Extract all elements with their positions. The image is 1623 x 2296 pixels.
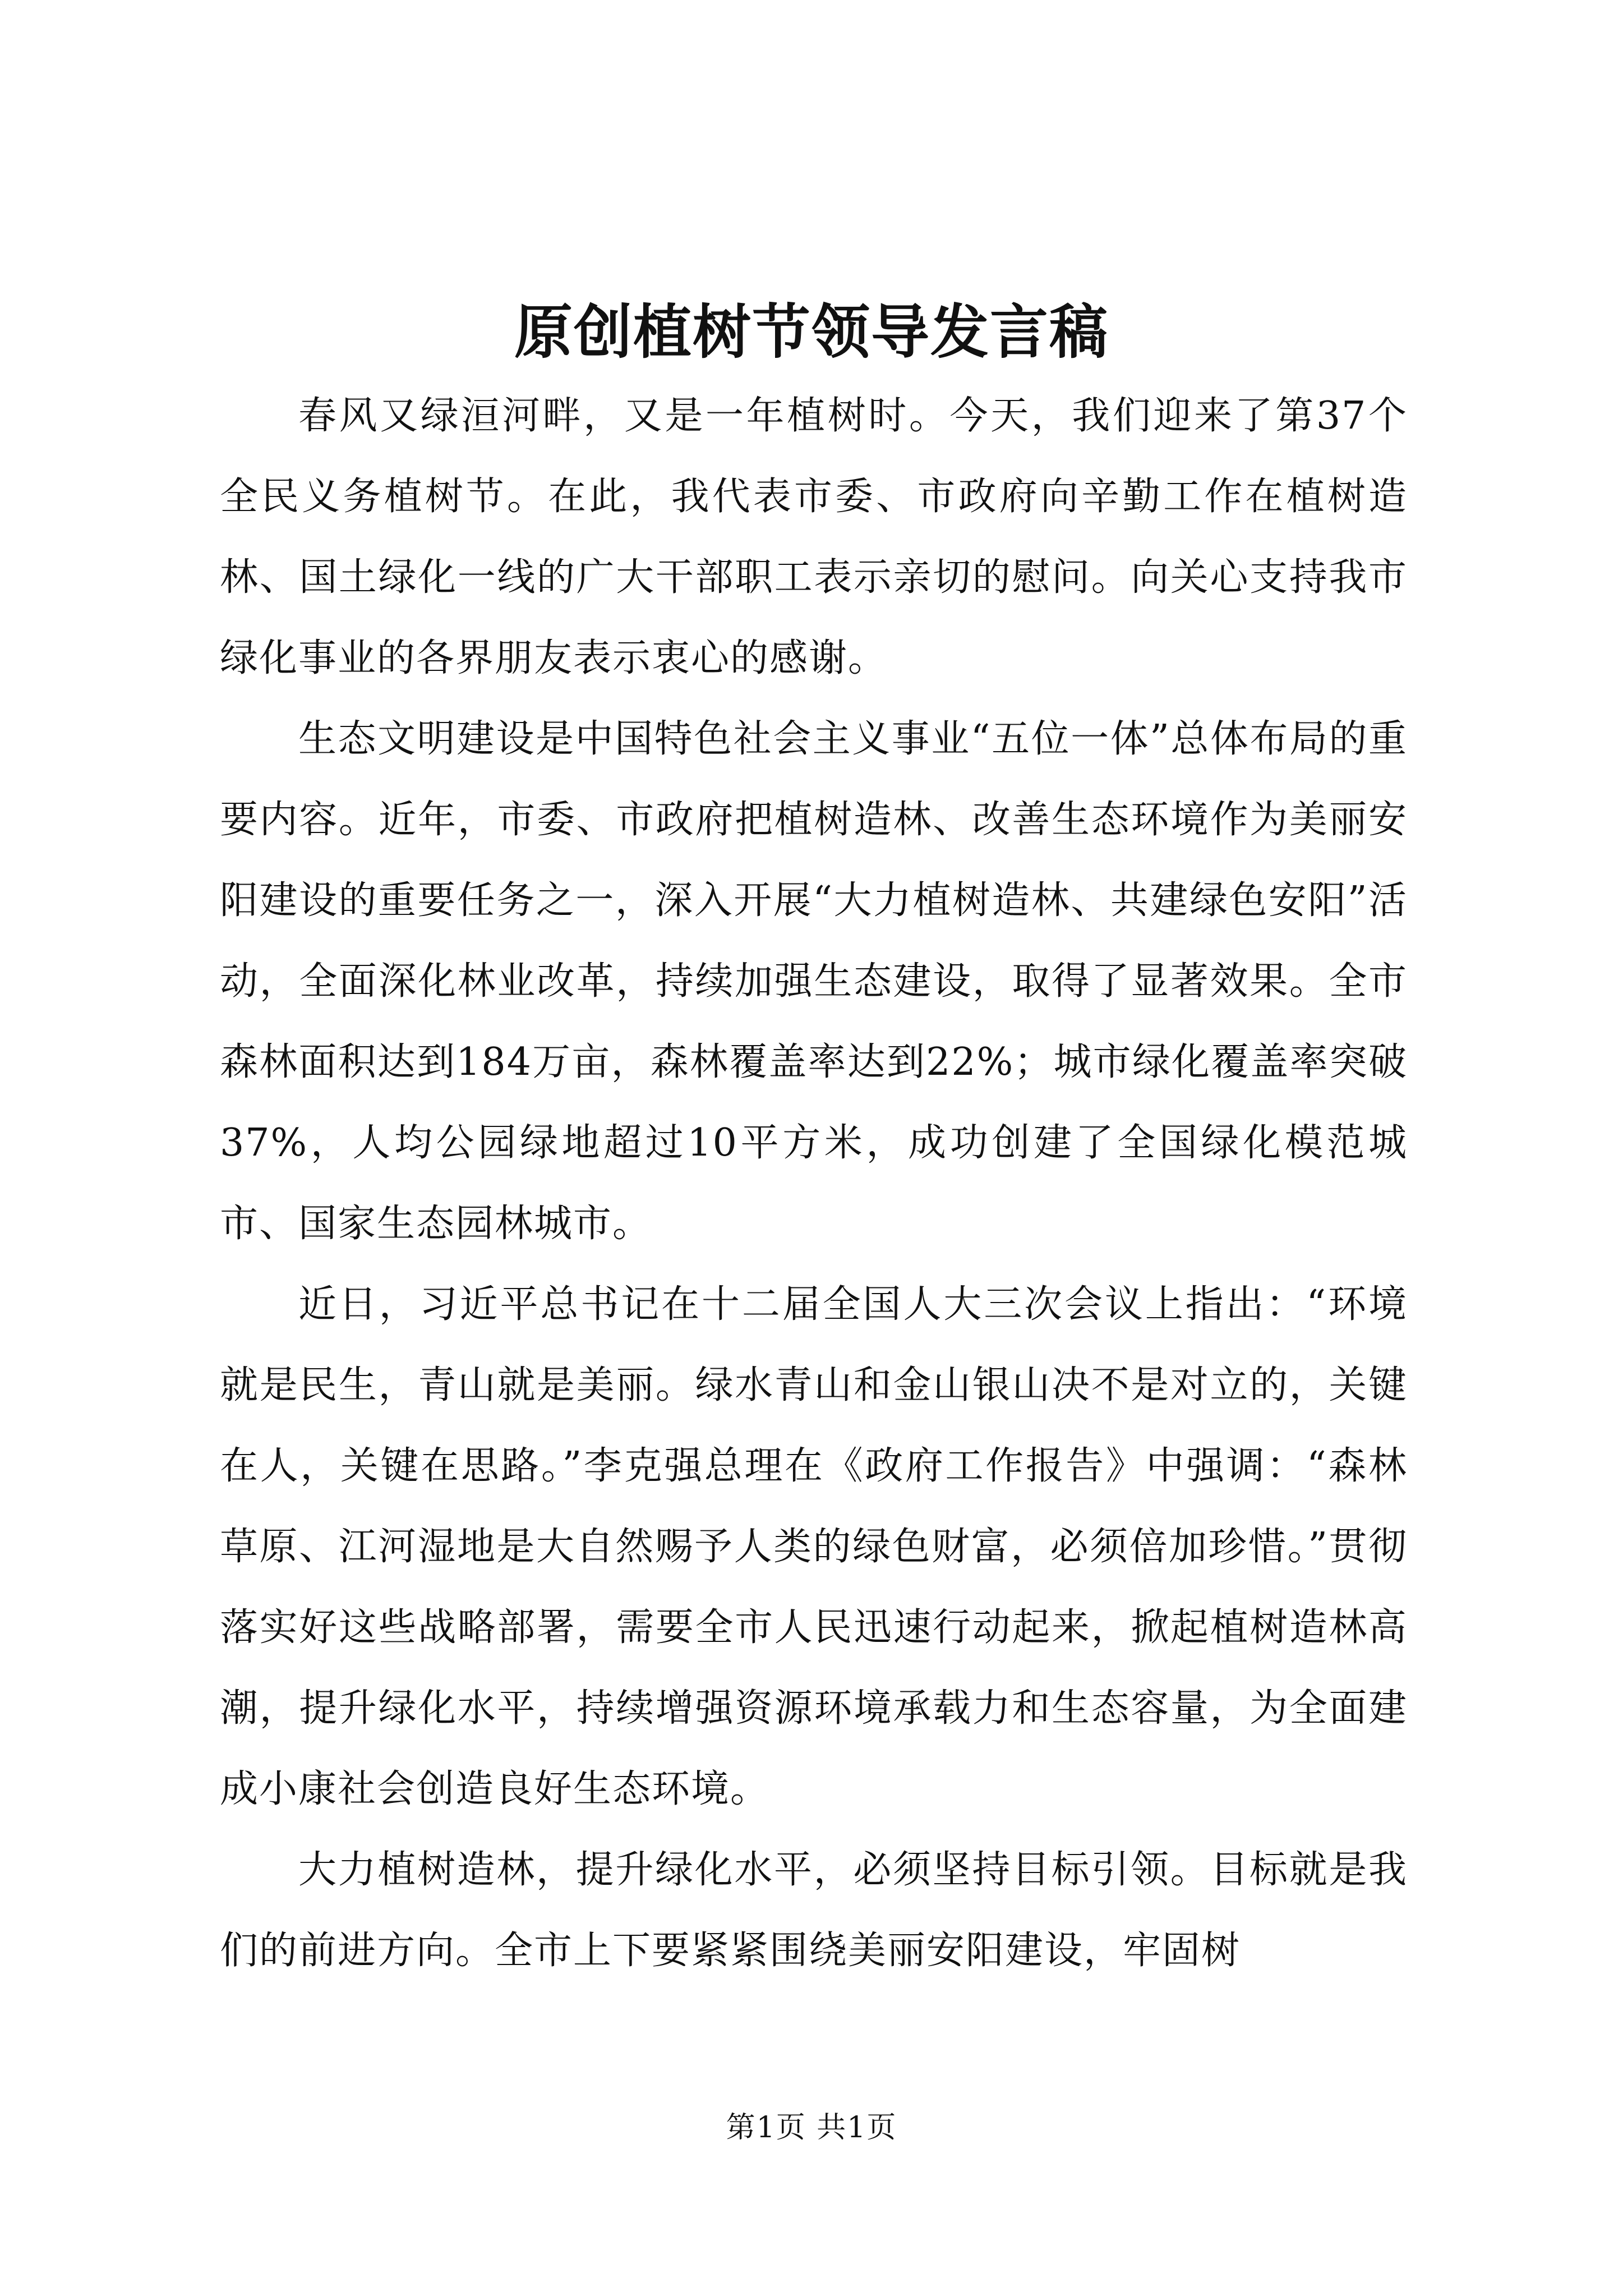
- paragraph-1: 春风又绿洹河畔，又是一年植树时。今天，我们迎来了第37个全民义务植树节。在此，我代表市委、市政府向辛勤工作在植树造林、国土绿化一线的广大干部职工表示亲切的慰问。向关心支持我市绿化事业的各界朋友表示衷心的感谢。: [220, 394, 1408, 680]
- page-footer: 第1页 共1页: [726, 2111, 897, 2145]
- document-title: 原创植树节领导发言稿: [514, 297, 1109, 366]
- paragraph-4: 大力植树造林，提升绿化水平，必须坚持目标引领。目标就是我们的前进方向。全市上下要紧紧围绕美丽安阳建设，牢固树: [220, 1848, 1408, 1973]
- document-body: [220, 376, 1408, 1991]
- paragraph-3: 近日，习近平总书记在十二届全国人大三次会议上指出：“环境就是民生，青山就是美丽。绿水青山和金山银山决不是对立的，关键在人，关键在思路。”李克强总理在《政府工作报告》中强调：“森林草原、江河湿地是大自然赐予人类的绿色财富，必须倍加珍惜。”贯彻落实好这些战略部署，需要全市人民迅速行动起来，掀起植树造林高潮，提升绿化水平，持续增强资源环境承载力和生态容量，为全面建成小康社会创造良好生态环境。: [220, 1282, 1408, 1811]
- paragraph-2: 生态文明建设是中国特色社会主义事业“五位一体”总体布局的重要内容。近年，市委、市政府把植树造林、改善生态环境作为美丽安阳建设的重要任务之一，深入开展“大力植树造林、共建绿色安阳”活动，全面深化林业改革，持续加强生态建设，取得了显著效果。全市森林面积达到184万亩，森林覆盖率达到22%；城市绿化覆盖率突破37%，人均公园绿地超过10平方米，成功创建了全国绿化模范城市、国家生态园林城市。: [220, 717, 1408, 1246]
